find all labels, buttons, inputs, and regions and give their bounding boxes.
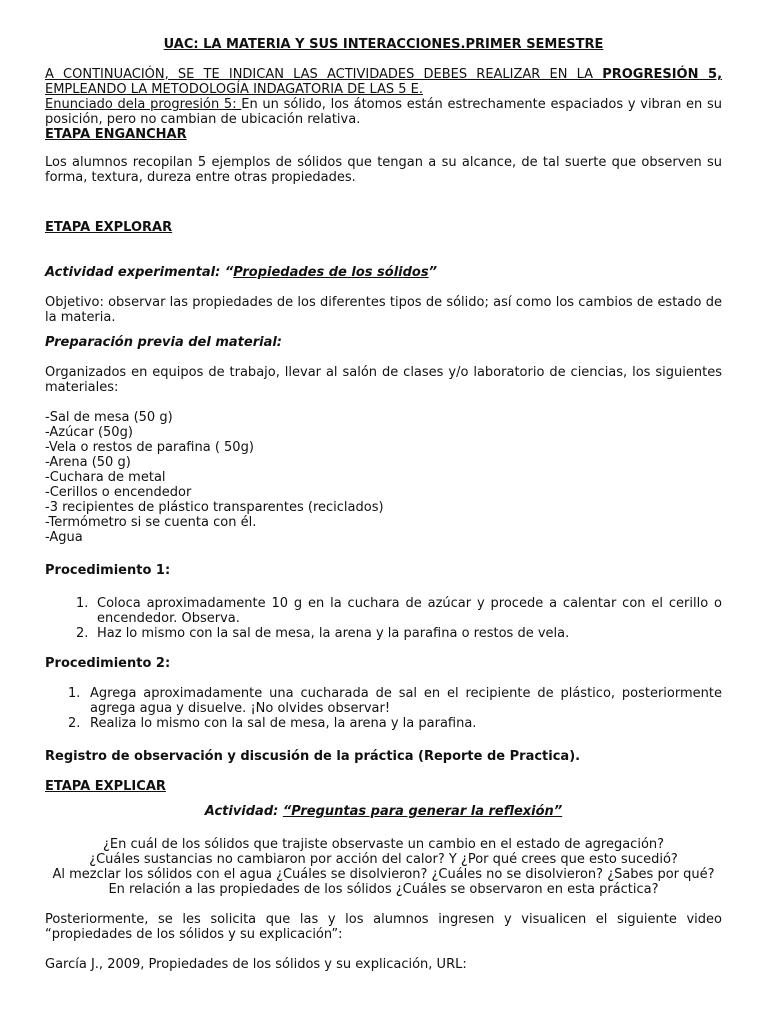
activity-prefix: Actividad experimental: “ xyxy=(45,265,234,280)
list-text: Coloca aproximadamente 10 g en la cuchara de azúcar y procede a calentar con el cerillo o encendedor. Observa. xyxy=(97,596,722,626)
proc1-heading: Procedimiento 1: xyxy=(45,563,171,578)
list-number: 1. xyxy=(68,686,81,701)
enganchar-text: Los alumnos recopilan 5 ejemplos de sólidos que tengan a su alcance, de tal suerte que observen su forma, textura, dureza entre otras propiedades. xyxy=(45,155,722,185)
enunciado-paragraph xyxy=(45,97,722,127)
list-text: Realiza lo mismo con la sal de mesa, la arena y la parafina. xyxy=(90,716,477,731)
materials-list xyxy=(45,410,722,545)
list-number: 2. xyxy=(68,716,81,731)
material-item: -Azúcar (50g) xyxy=(45,425,133,440)
intro-progression: PROGRESIÓN 5, xyxy=(602,67,723,82)
proc1-list xyxy=(45,596,722,641)
list-number: 1. xyxy=(76,596,89,611)
question-item: ¿En cuál de los sólidos que trajiste observaste un cambio en el estado de agregación? xyxy=(102,837,665,852)
proc2-item xyxy=(45,686,722,716)
intro-text-2: EMPLEANDO LA METODOLOGÍA INDAGATORIA DE LAS 5 E. xyxy=(45,82,424,97)
proc1-item xyxy=(45,596,722,626)
question-item: Al mezclar los sólidos con el agua ¿Cuáles se disolvieron? ¿Cuáles no se disolvieron? ¿Sabes por qué? xyxy=(52,867,715,882)
list-text: Haz lo mismo con la sal de mesa, la arena y la parafina o restos de vela. xyxy=(97,626,570,641)
intro-paragraph xyxy=(45,67,722,97)
question-item: ¿Cuáles sustancias no cambiaron por acción del calor? Y ¿Por qué crees que esto sucedió? xyxy=(89,852,678,867)
video-text: Posteriormente, se les solicita que las y los alumnos ingresen y visualicen el siguiente video “propiedades de los sólidos y su explicación”: xyxy=(45,912,722,942)
material-item: -Cuchara de metal xyxy=(45,470,166,485)
objective-text: Objetivo: observar las propiedades de los diferentes tipos de sólido; así como los cambios de estado de la materia. xyxy=(45,295,722,325)
proc2-heading: Procedimiento 2: xyxy=(45,656,171,671)
enunciado-text: En un sólido, los átomos están estrechamente espaciados y vibran en su posición, pero no cambian de ubicación relativa. xyxy=(45,97,722,127)
list-text: Agrega aproximadamente una cucharada de sal en el recipiente de plástico, posteriormente agrega agua y disuelve. ¡No olvides observar! xyxy=(90,686,722,716)
enunciado-label: Enunciado dela progresión 5: xyxy=(45,97,242,112)
document-title: UAC: LA MATERIA Y SUS INTERACCIONES.PRIMER SEMESTRE xyxy=(163,37,604,52)
material-item: -Arena (50 g) xyxy=(45,455,131,470)
proc2-item xyxy=(45,716,722,731)
material-item: -Sal de mesa (50 g) xyxy=(45,410,173,425)
reflection-prefix: Actividad: xyxy=(204,804,283,819)
intro-text: A CONTINUACIÓN, SE TE INDICAN LAS ACTIVIDADES DEBES REALIZAR EN LA xyxy=(45,67,603,82)
activity-experimental xyxy=(45,265,722,280)
document-page xyxy=(45,37,722,972)
list-number: 2. xyxy=(76,626,89,641)
questions-block xyxy=(45,837,722,897)
material-item: -Agua xyxy=(45,530,83,545)
heading-explorar: ETAPA EXPLORAR xyxy=(45,220,173,235)
reflection-activity xyxy=(45,804,722,819)
material-item: -Termómetro si se cuenta con él. xyxy=(45,515,257,530)
proc1-item xyxy=(45,626,722,641)
activity-suffix: ” xyxy=(428,265,437,280)
proc2-list xyxy=(45,686,722,731)
heading-enganchar: ETAPA ENGANCHAR xyxy=(45,127,187,142)
activity-title: Propiedades de los sólidos xyxy=(233,265,429,280)
heading-explicar: ETAPA EXPLICAR xyxy=(45,779,166,794)
material-item: -Cerillos o encendedor xyxy=(45,485,192,500)
prep-heading: Preparación previa del material: xyxy=(45,335,283,350)
question-item: En relación a las propiedades de los sólidos ¿Cuáles se observaron en esta práctica? xyxy=(108,882,659,897)
material-item: -3 recipientes de plástico transparentes (reciclados) xyxy=(45,500,384,515)
registro-heading: Registro de observación y discusión de la práctica (Reporte de Practica). xyxy=(45,749,581,764)
reflection-title: “Preguntas para generar la reflexión” xyxy=(282,804,563,819)
material-item: -Vela o restos de parafina ( 50g) xyxy=(45,440,254,455)
prep-text: Organizados en equipos de trabajo, llevar al salón de clases y/o laboratorio de ciencias, los siguientes materiales: xyxy=(45,365,722,395)
reference-text: García J., 2009, Propiedades de los sólidos y su explicación, URL: xyxy=(45,957,467,972)
